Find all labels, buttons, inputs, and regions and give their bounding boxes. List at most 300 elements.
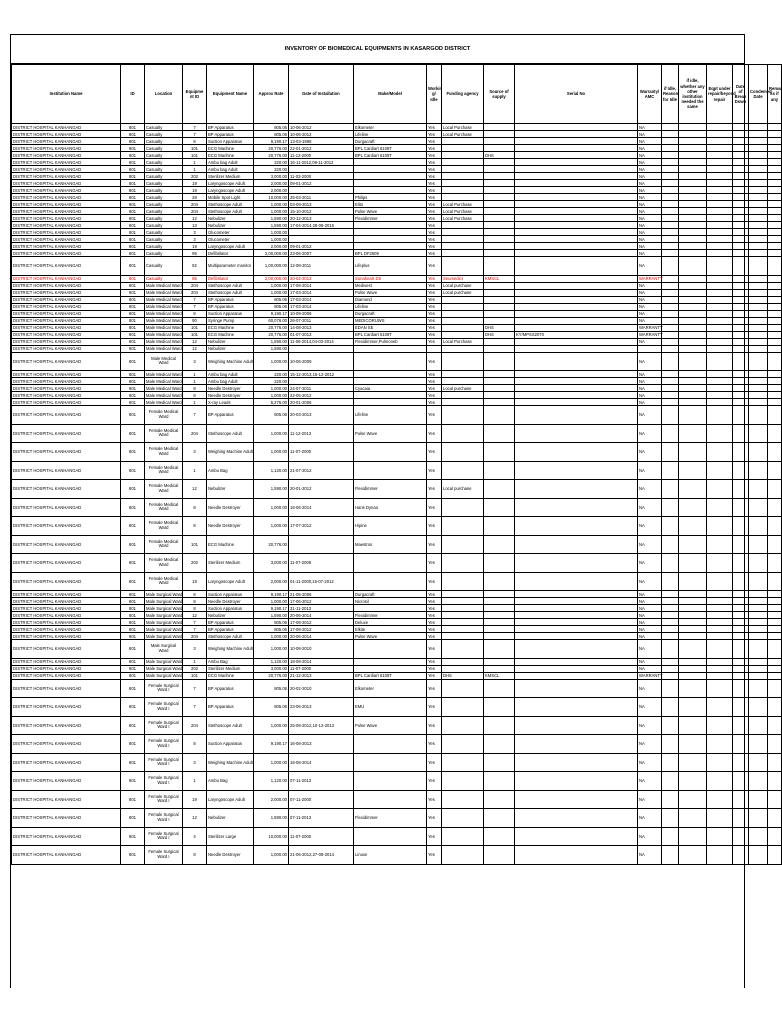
cell-institution: DISTRICT HOSPITAL KANHANGAD xyxy=(12,352,121,371)
cell-empty xyxy=(679,338,707,345)
cell-funding-agency xyxy=(442,605,484,612)
cell-empty xyxy=(733,498,749,517)
cell-empty xyxy=(707,591,733,598)
cell-source-supply xyxy=(484,406,515,425)
cell-working-idle: Yes xyxy=(427,633,442,640)
cell-empty xyxy=(662,572,679,591)
cell-funding-agency xyxy=(442,633,484,640)
cell-location: Female Surgical Ward I xyxy=(145,679,183,698)
cell-empty xyxy=(733,665,749,672)
cell-equipment-name: Stethoscope Adult xyxy=(207,633,254,640)
cell-funding-agency: Local Purchase xyxy=(442,124,484,131)
cell-approx-rate: 9,190.17 xyxy=(254,591,289,598)
cell-warranty: NA xyxy=(638,640,662,659)
cell-empty xyxy=(662,324,679,331)
cell-funding-agency xyxy=(442,461,484,480)
cell-approx-rate: 1,000.00 xyxy=(254,352,289,371)
cell-id: 801 xyxy=(121,626,145,633)
cell-serial-no xyxy=(515,243,638,250)
cell-warranty: NA xyxy=(638,598,662,605)
cell-funding-agency xyxy=(442,152,484,159)
cell-equipment-name: ECG Machine xyxy=(207,324,254,331)
cell-location: Female Surgical Ward I xyxy=(145,735,183,754)
cell-empty xyxy=(662,296,679,303)
cell-empty xyxy=(707,399,733,406)
cell-location: Female Medical Ward xyxy=(145,424,183,443)
cell-id: 801 xyxy=(121,173,145,180)
cell-empty xyxy=(679,187,707,194)
cell-serial-no xyxy=(515,605,638,612)
cell-location: Casualty xyxy=(145,159,183,166)
cell-equipment-id: 4 xyxy=(183,827,207,846)
cell-serial-no xyxy=(515,310,638,317)
cell-approx-rate: 220.00 xyxy=(254,371,289,378)
cell-equipment-name: Stethoscope Adult xyxy=(207,208,254,215)
cell-empty xyxy=(679,331,707,338)
cell-id: 801 xyxy=(121,159,145,166)
cell-source-supply xyxy=(484,215,515,222)
cell-installation-date: 09-01-2012 xyxy=(289,180,354,187)
cell-equipment-id: 12 xyxy=(183,345,207,352)
cell-source-supply xyxy=(484,371,515,378)
cell-working-idle: Yes xyxy=(427,310,442,317)
cell-source-supply xyxy=(484,173,515,180)
cell-empty xyxy=(662,633,679,640)
cell-warranty: NA xyxy=(638,658,662,665)
cell-empty xyxy=(707,236,733,243)
cell-empty xyxy=(768,371,782,378)
cell-empty xyxy=(733,591,749,598)
cell-equipment-id: 3 xyxy=(183,352,207,371)
cell-equipment-name: Weighing Machine Adult xyxy=(207,352,254,371)
cell-source-supply xyxy=(484,392,515,399)
cell-empty xyxy=(768,282,782,289)
cell-empty xyxy=(733,236,749,243)
table-row xyxy=(12,612,782,619)
cell-equipment-id: 204 xyxy=(183,208,207,215)
cell-institution: DISTRICT HOSPITAL KANHANGAD xyxy=(12,554,121,573)
cell-empty xyxy=(662,554,679,573)
cell-empty xyxy=(662,173,679,180)
cell-source-supply: KMSCL xyxy=(484,672,515,679)
cell-warranty: NA xyxy=(638,338,662,345)
cell-warranty: NA xyxy=(638,735,662,754)
cell-empty xyxy=(749,672,768,679)
cell-warranty: NA xyxy=(638,296,662,303)
cell-working-idle: Yes xyxy=(427,461,442,480)
cell-funding-agency xyxy=(442,173,484,180)
cell-empty xyxy=(749,399,768,406)
cell-working-idle: Yes xyxy=(427,598,442,605)
cell-installation-date: 11-07-2006 xyxy=(289,554,354,573)
cell-empty xyxy=(662,517,679,536)
cell-empty xyxy=(679,303,707,310)
cell-empty xyxy=(768,303,782,310)
cell-empty xyxy=(679,378,707,385)
cell-make-model: Durgacraft xyxy=(354,591,427,598)
cell-empty xyxy=(679,194,707,201)
cell-approx-rate: 1,000.00 xyxy=(254,716,289,735)
cell-equipment-name: Sterilizer Medium xyxy=(207,554,254,573)
cell-make-model xyxy=(354,222,427,229)
cell-make-model: Lifeline xyxy=(354,131,427,138)
cell-location: Female Medical Ward xyxy=(145,554,183,573)
cell-empty xyxy=(707,250,733,257)
table-row xyxy=(12,480,782,499)
cell-working-idle: Yes xyxy=(427,138,442,145)
cell-make-model xyxy=(354,345,427,352)
cell-installation-date: 17-04-2014,28-08-2015 xyxy=(289,222,354,229)
cell-equipment-id: 3 xyxy=(183,229,207,236)
cell-working-idle: Yes xyxy=(427,424,442,443)
cell-empty xyxy=(749,317,768,324)
cell-installation-date: 17-03-2014 xyxy=(289,289,354,296)
cell-id: 801 xyxy=(121,338,145,345)
cell-working-idle: Yes xyxy=(427,672,442,679)
cell-empty xyxy=(733,535,749,554)
cell-warranty: WARRANTY xyxy=(639,325,663,330)
cell-warranty: NA xyxy=(638,385,662,392)
cell-empty xyxy=(679,572,707,591)
cell-serial-no xyxy=(515,303,638,310)
cell-serial-no xyxy=(515,257,638,276)
cell-id: 801 xyxy=(121,679,145,698)
cell-source-supply xyxy=(484,679,515,698)
cell-empty xyxy=(662,243,679,250)
cell-equipment-name: Suction Apparatus xyxy=(207,310,254,317)
cell-equipment-name: Defibrilator xyxy=(207,250,254,257)
cell-warranty: NA xyxy=(638,772,662,791)
cell-warranty: NA xyxy=(638,317,662,324)
cell-installation-date: 17-03-2014 xyxy=(289,303,354,310)
table-row xyxy=(12,443,782,462)
cell-approx-rate: 20,776.00 xyxy=(254,152,289,159)
cell-funding-agency xyxy=(442,399,484,406)
cell-empty xyxy=(733,716,749,735)
cell-location: Male Surgical Ward xyxy=(146,659,183,664)
cell-empty xyxy=(707,406,733,425)
cell-institution: DISTRICT HOSPITAL KANHANGAD xyxy=(12,399,121,406)
cell-working-idle: Yes xyxy=(427,698,442,717)
cell-approx-rate: 1,590.00 xyxy=(254,612,289,619)
cell-empty xyxy=(707,317,733,324)
col-header-funding-agency: Funding agency xyxy=(442,65,484,124)
cell-empty xyxy=(749,385,768,392)
cell-location: Male Medical Ward xyxy=(146,304,182,309)
cell-empty xyxy=(679,598,707,605)
cell-equipment-name: BP Apparatus xyxy=(207,619,254,626)
cell-serial-no xyxy=(515,658,638,665)
cell-warranty: WARRANTY xyxy=(639,332,663,337)
cell-empty xyxy=(662,535,679,554)
cell-id: 801 xyxy=(121,222,145,229)
cell-empty xyxy=(707,658,733,665)
cell-equipment-name: Stethoscope Adult xyxy=(207,716,254,735)
cell-approx-rate: 1,000.00 xyxy=(254,498,289,517)
cell-serial-no xyxy=(515,324,638,331)
cell-empty xyxy=(707,229,733,236)
cell-empty xyxy=(733,324,749,331)
cell-approx-rate: 1,120.00 xyxy=(254,658,289,665)
cell-source-supply xyxy=(484,772,515,791)
cell-empty xyxy=(679,846,707,865)
cell-empty xyxy=(768,809,782,828)
cell-empty xyxy=(733,180,749,187)
cell-empty xyxy=(768,554,782,573)
cell-source-supply xyxy=(484,310,515,317)
cell-empty xyxy=(733,790,749,809)
cell-empty xyxy=(679,665,707,672)
cell-empty xyxy=(679,554,707,573)
cell-funding-agency xyxy=(442,591,484,598)
cell-institution: DISTRICT HOSPITAL KANHANGAD xyxy=(12,166,121,173)
cell-empty xyxy=(749,735,768,754)
cell-empty xyxy=(662,310,679,317)
cell-warranty: NA xyxy=(638,480,662,499)
table-row xyxy=(12,619,782,626)
cell-funding-agency: Seumedict xyxy=(442,275,484,282)
cell-working-idle: Yes xyxy=(427,406,442,425)
cell-empty xyxy=(768,257,782,276)
cell-installation-date: 10-09-2008 xyxy=(289,310,354,317)
cell-location: Female Medical Ward xyxy=(145,461,183,480)
cell-empty xyxy=(662,735,679,754)
cell-serial-no xyxy=(515,626,638,633)
cell-make-model: Deluxe xyxy=(354,619,427,626)
cell-empty xyxy=(679,131,707,138)
cell-equipment-name: Sterilizer Large xyxy=(207,827,254,846)
cell-serial-no xyxy=(515,406,638,425)
cell-institution: DISTRICT HOSPITAL KANHANGAD xyxy=(12,392,121,399)
cell-empty xyxy=(733,605,749,612)
cell-approx-rate: 5,276.00 xyxy=(254,399,289,406)
cell-empty xyxy=(749,208,768,215)
table-row xyxy=(12,716,782,735)
cell-empty xyxy=(749,275,768,282)
cell-empty xyxy=(662,275,679,282)
cell-funding-agency xyxy=(442,303,484,310)
cell-empty xyxy=(662,480,679,499)
cell-institution: DISTRICT HOSPITAL KANHANGAD xyxy=(12,152,121,159)
cell-equipment-name: X-ray Leads xyxy=(207,399,254,406)
cell-empty xyxy=(707,443,733,462)
cell-serial-no xyxy=(515,317,638,324)
cell-location: Female Surgical Ward I xyxy=(145,790,183,809)
cell-make-model: Diamond xyxy=(354,296,427,303)
cell-empty xyxy=(768,461,782,480)
cell-empty xyxy=(733,173,749,180)
cell-equipment-name: Stethoscope Adult xyxy=(207,424,254,443)
cell-location: Female Surgical Ward I xyxy=(145,716,183,735)
cell-warranty: NA xyxy=(638,846,662,865)
cell-serial-no xyxy=(515,672,638,679)
cell-location: Male Medical Ward xyxy=(146,385,182,391)
cell-warranty: NA xyxy=(638,665,662,672)
cell-empty xyxy=(733,345,749,352)
cell-empty xyxy=(679,317,707,324)
cell-source-supply xyxy=(484,345,515,352)
cell-institution: DISTRICT HOSPITAL KANHANGAD xyxy=(12,180,121,187)
cell-warranty: NA xyxy=(638,243,662,250)
cell-equipment-name: Mobile Spot Light xyxy=(207,194,254,201)
cell-empty xyxy=(768,399,782,406)
cell-empty xyxy=(733,640,749,659)
cell-make-model xyxy=(354,243,427,250)
cell-empty xyxy=(707,827,733,846)
cell-working-idle: Yes xyxy=(427,187,442,194)
cell-equipment-name: Nebulizer xyxy=(207,345,254,352)
cell-empty xyxy=(707,716,733,735)
cell-serial-no xyxy=(515,591,638,598)
cell-warranty: NA xyxy=(638,194,662,201)
cell-empty xyxy=(768,605,782,612)
table-row xyxy=(12,626,782,633)
cell-id: 801 xyxy=(121,633,145,640)
cell-empty xyxy=(733,385,749,392)
cell-empty xyxy=(749,790,768,809)
cell-approx-rate: 3,000.00 xyxy=(254,173,289,180)
cell-approx-rate: 2,000.00 xyxy=(254,180,289,187)
cell-equipment-id: 7 xyxy=(183,679,207,698)
cell-empty xyxy=(662,201,679,208)
cell-empty xyxy=(733,317,749,324)
table-row xyxy=(12,633,782,640)
cell-empty xyxy=(662,159,679,166)
cell-approx-rate: 20,776.00 xyxy=(254,145,289,152)
cell-empty xyxy=(733,619,749,626)
cell-equipment-name: Ambu bag Adult xyxy=(207,159,254,166)
cell-institution: DISTRICT HOSPITAL KANHANGAD xyxy=(12,790,121,809)
cell-empty xyxy=(768,443,782,462)
cell-serial-no xyxy=(515,352,638,371)
cell-source-supply xyxy=(484,633,515,640)
cell-installation-date: 20-03-2013 xyxy=(289,406,354,425)
cell-warranty: NA xyxy=(638,222,662,229)
cell-empty xyxy=(707,215,733,222)
cell-equipment-name: Needle Destroyer xyxy=(207,517,254,536)
cell-location: Female Medical Ward xyxy=(145,480,183,499)
cell-empty xyxy=(733,626,749,633)
cell-source-supply xyxy=(484,250,515,257)
table-row xyxy=(12,310,782,317)
cell-make-model xyxy=(354,640,427,659)
table-row xyxy=(12,605,782,612)
cell-empty xyxy=(662,131,679,138)
cell-installation-date: 20-02-2013 xyxy=(289,275,354,282)
cell-source-supply xyxy=(484,338,515,345)
cell-location: Male Medical Ward xyxy=(146,325,182,330)
table-row xyxy=(12,289,782,296)
cell-empty xyxy=(749,846,768,865)
cell-empty xyxy=(733,338,749,345)
cell-institution: DISTRICT HOSPITAL KANHANGAD xyxy=(12,159,121,166)
cell-serial-no xyxy=(515,208,638,215)
cell-working-idle: Yes xyxy=(427,716,442,735)
cell-funding-agency xyxy=(442,443,484,462)
cell-location: Casualty xyxy=(145,243,183,250)
cell-empty xyxy=(707,480,733,499)
cell-institution: DISTRICT HOSPITAL KANHANGAD xyxy=(12,640,121,659)
cell-id: 801 xyxy=(121,612,145,619)
cell-empty xyxy=(679,324,707,331)
cell-location: Male Medical Ward xyxy=(146,318,182,323)
cell-empty xyxy=(707,753,733,772)
cell-empty xyxy=(733,215,749,222)
cell-equipment-id: 8 xyxy=(183,605,207,612)
cell-empty xyxy=(768,338,782,345)
cell-installation-date: 07-11-2000 xyxy=(289,790,354,809)
cell-equipment-id: 8 xyxy=(183,138,207,145)
cell-empty xyxy=(733,352,749,371)
cell-source-supply: KMSCL xyxy=(484,275,515,282)
cell-empty xyxy=(707,554,733,573)
cell-funding-agency: Local Purchase xyxy=(442,201,484,208)
cell-empty xyxy=(679,443,707,462)
cell-installation-date: 17-07-2012 xyxy=(289,517,354,536)
cell-working-idle: Yes xyxy=(427,619,442,626)
cell-make-model xyxy=(354,572,427,591)
cell-institution: DISTRICT HOSPITAL KANHANGAD xyxy=(12,591,121,598)
cell-id: 801 xyxy=(121,698,145,717)
cell-empty xyxy=(733,187,749,194)
cell-make-model: Pulse Wave xyxy=(354,716,427,735)
table-row xyxy=(12,166,782,173)
cell-serial-no xyxy=(515,229,638,236)
cell-warranty: NA xyxy=(638,809,662,828)
cell-serial-no xyxy=(515,152,638,159)
cell-make-model xyxy=(354,665,427,672)
cell-empty xyxy=(768,331,782,338)
cell-warranty: NA xyxy=(638,201,662,208)
cell-equipment-name: ECG Machine xyxy=(207,672,254,679)
cell-serial-no xyxy=(515,619,638,626)
cell-warranty: NA xyxy=(638,392,662,399)
cell-working-idle: Yes xyxy=(427,222,442,229)
cell-warranty: NA xyxy=(638,303,662,310)
cell-installation-date: 10-06-2012 xyxy=(289,124,354,131)
cell-empty xyxy=(662,257,679,276)
cell-installation-date: 07-11-2013 xyxy=(289,772,354,791)
cell-equipment-id: 202 xyxy=(183,554,207,573)
cell-empty xyxy=(768,392,782,399)
table-row xyxy=(12,371,782,378)
cell-empty xyxy=(733,572,749,591)
cell-approx-rate: 3,000.00 xyxy=(254,665,289,672)
cell-serial-no xyxy=(515,598,638,605)
cell-empty xyxy=(707,275,733,282)
cell-serial-no xyxy=(515,679,638,698)
cell-empty xyxy=(707,138,733,145)
cell-empty xyxy=(768,215,782,222)
cell-approx-rate: 1,590.00 xyxy=(254,480,289,499)
cell-empty xyxy=(749,250,768,257)
cell-equipment-id: 8 xyxy=(183,591,207,598)
cell-make-model: EDAN SE xyxy=(354,324,427,331)
cell-location: Female Surgical Ward I xyxy=(145,753,183,772)
cell-empty xyxy=(679,124,707,131)
table-row xyxy=(12,517,782,536)
cell-empty xyxy=(768,619,782,626)
cell-installation-date: 31-11-2013 xyxy=(289,605,354,612)
cell-funding-agency xyxy=(442,324,484,331)
cell-empty xyxy=(707,698,733,717)
cell-empty xyxy=(749,201,768,208)
cell-empty xyxy=(768,229,782,236)
cell-approx-rate: 10,000.00 xyxy=(254,827,289,846)
cell-institution: DISTRICT HOSPITAL KANHANGAD xyxy=(12,626,121,633)
cell-empty xyxy=(662,180,679,187)
col-header-warranty: Warranty/ AMC xyxy=(638,65,662,124)
